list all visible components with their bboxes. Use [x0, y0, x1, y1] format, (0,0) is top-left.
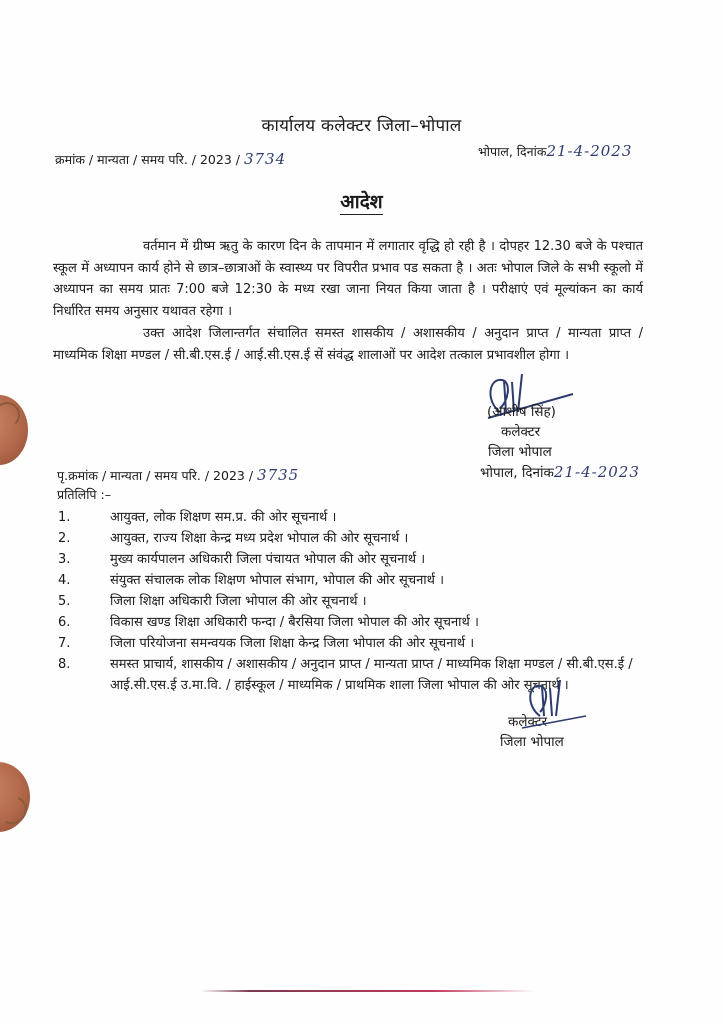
list-item: 5. जिला शिक्षा अधिकारी जिला भोपाल की ओर सूचनार्थ ।: [58, 594, 367, 609]
order-reference: [55, 150, 286, 168]
order-heading: [0, 188, 723, 214]
copy-list: [58, 507, 658, 696]
signatory-name: (आशीष सिंह): [487, 404, 556, 420]
list-item: 7. जिला परियोजना समन्वयक जिला शिक्षा केन्द्र जिला भोपाल की ओर सूचनार्थ ।: [58, 636, 475, 651]
signature-block-1: [480, 402, 640, 483]
order-number-handwritten: 3734: [243, 150, 287, 168]
copy-ref-prefix: पृ.क्रमांक / मान्यता / समय परि. / 2023 /: [57, 468, 254, 483]
list-item: 4. संयुक्त संचालक लोक शिक्षण भोपाल संभाग, भोपाल की ओर सूचनार्थ ।: [58, 573, 445, 588]
order-heading-text: आदेश: [340, 191, 383, 213]
signatory-2-district: जिला भोपाल: [500, 734, 564, 750]
copy-number-handwritten: 3735: [257, 466, 300, 484]
paragraph-1: वर्तमान में ग्रीष्म ऋतु के कारण दिन के तापमान में लगातार वृद्धि हो रही है । दोपहर 12.30 बजे के पश्चात स्कूल में अध्यापन कार्य होने से छात्र–छात्राओं के स्वास्थ्य पर विपरीत प्रभाव पड सकता है । अतः भोपाल जिले के सभी स्कूलो में अध्यापन का समय प्रातः 7:00 बजे 12:30 के मध्य रखा जाना नियत किया जाता है । परीक्षाएं एवं मूल्यांकन का कार्य निर्धारित समय अनुसार यथावत रहेगा ।: [53, 239, 643, 319]
copy-reference: [57, 466, 299, 484]
order-ref-prefix: क्रमांक / मान्यता / समय परि. / 2023 /: [55, 152, 240, 167]
copy-heading: प्रतिलिपि :–: [57, 487, 111, 502]
signature-2-stroke-icon: [520, 712, 590, 732]
order-date-handwritten: 21-4-2023: [546, 142, 633, 160]
list-item: 1. आयुक्त, लोक शिक्षण सम.प्र. की ओर सूचनार्थ ।: [58, 510, 337, 525]
list-item: 8. समस्त प्राचार्य, शासकीय / अशासकीय / अनुदान प्राप्त / मान्यता प्राप्त / माध्यमिक शिक्षा मण्डल / सी.बी.एस.ई / आई.सी.एस.ई उ.मा.वि. / हाईस्कूल / माध्यमिक / प्राथमिक शाला जिला भोपाल की ओर सूचनार्थ ।: [58, 657, 633, 693]
order-date: [478, 142, 632, 160]
signature-1-date-label: भोपाल, दिनांक: [480, 465, 554, 481]
signature-1-date-handwritten: 21-4-2023: [553, 463, 640, 481]
paragraph-2: उक्त आदेश जिलान्तर्गत संचालित समस्त शासकीय / अशासकीय / अनुदान प्राप्त / मान्यता प्राप्त / माध्यमिक शिक्षा मण्डल / सी.बी.एस.ई / आई.सी.एस.ई सें संवंद्ध शालाओं पर आदेश तत्काल प्रभावशील होगा ।: [53, 326, 643, 363]
signatory-district: जिला भोपाल: [488, 444, 552, 460]
list-item: 6. विकास खण्ड शिक्षा अधिकारी फन्दा / बैरसिया जिला भोपाल की ओर सूचनार्थ ।: [58, 615, 479, 630]
list-item: 2. आयुक्त, राज्य शिक्षा केन्द्र मध्य प्रदेश भोपाल की ओर सूचनार्थ ।: [58, 531, 409, 546]
list-item: 3. मुख्य कार्यपालन अधिकारी जिला पंचायत भोपाल की ओर सूचनार्थ ।: [58, 552, 426, 567]
signatory-designation: कलेक्टर: [501, 424, 541, 440]
order-date-label: भोपाल, दिनांक: [478, 144, 547, 159]
office-title: कार्यालय कलेक्टर जिला–भोपाल: [261, 116, 462, 136]
signatory-2-designation: कलेक्टर: [508, 714, 548, 730]
signature-1-date: [480, 462, 640, 483]
bottom-red-line: [200, 990, 535, 992]
